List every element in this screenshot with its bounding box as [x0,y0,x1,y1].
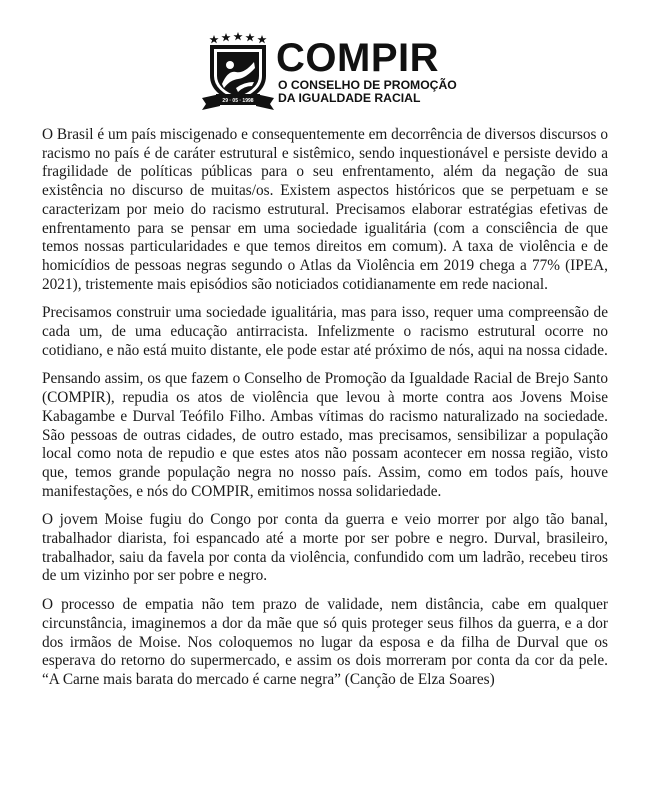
header [200,32,460,114]
brand-subtitle-line-2: DA IGUALDADE RACIAL [278,91,421,105]
paragraph-5: O processo de empatia não tem prazo de validade, nem distância, cabe em qualquer circunstância, imaginemos a dor da mãe que só quis proteger seus filhos da guerra, e a dor dos irmãos de Moise. Nos coloquemos no lugar da esposa e da filha de Durval que os esperava do retorno do supermercado, e assim os dois morreram por conta da cor da pele. “A Carne mais barata do mercado é carne negra” (Canção de Elza Soares) [42,596,608,688]
document-body [42,126,608,700]
brand [276,36,457,105]
compir-shield-logo-icon [200,32,276,112]
logo-date: 29 · 05 · 1998 [222,98,254,104]
brand-name: COMPIR [276,36,439,80]
paragraph-3: Pensando assim, os que fazem o Conselho de Promoção da Igualdade Racial de Brejo Santo (COMPIR), repudia os atos de violência que levou à morte contra aos Jovens Moise Kabagambe e Durval Teófilo Filho. Ambas vítimas do racismo naturalizado na sociedade. São pessoas de outras cidades, de outro estado, mas precisamos, sensibilizar a população local como nota de repudio e que estes atos não possam acontecer em nossa região, visto que, temos grande população negra no nosso país. Assim, como em todos país, houve manifestações, e nós do COMPIR, emitimos nossa solidariedade. [42,370,608,500]
paragraph-2: Precisamos construir uma sociedade igualitária, mas para isso, requer uma compreensão de cada um, de uma educação antirracista. Infelizmente o racismo estrutural ocorre no cotidiano, e não está muito distante, ele pode estar até próximo de nós, aqui na nossa cidade. [42,304,608,359]
paragraph-4: O jovem Moise fugiu do Congo por conta da guerra e veio morrer por algo tão banal, trabalhador diarista, foi espancado até a morte por ser pobre e negro. Durval, brasileiro, trabalhador, saiu da favela por conta da violência, confundido com um ladrão, recebeu tiros de um vizinho por ser pobre e negro. [42,511,608,585]
paragraph-1: O Brasil é um país miscigenado e consequentemente em decorrência de diversos discursos o racismo no país é de caráter estrutural e sistêmico, sendo inquestionável e persiste devido a fragilidade de políticas públicas para o seu enfrentamento, além da negação de sua existência no discurso de muitas/os. Existem aspectos históricos que se perpetuam e se caracterizam por meio do racismo estrutural. Precisamos elaborar estratégias efetivas de enfrentamento para se pensar em uma sociedade igualitária (com a consciência de que temos nossas particularidades e que temos direitos em comum). A taxa de violência e de homicídios de pessoas negras segundo o Atlas da Violência em 2019 chega a 77% (IPEA, 2021), tristemente mais episódios são noticiados cotidianamente em rede nacional. [42,126,608,293]
brand-subtitle-line-1: O CONSELHO DE PROMOÇÃO [278,78,457,92]
